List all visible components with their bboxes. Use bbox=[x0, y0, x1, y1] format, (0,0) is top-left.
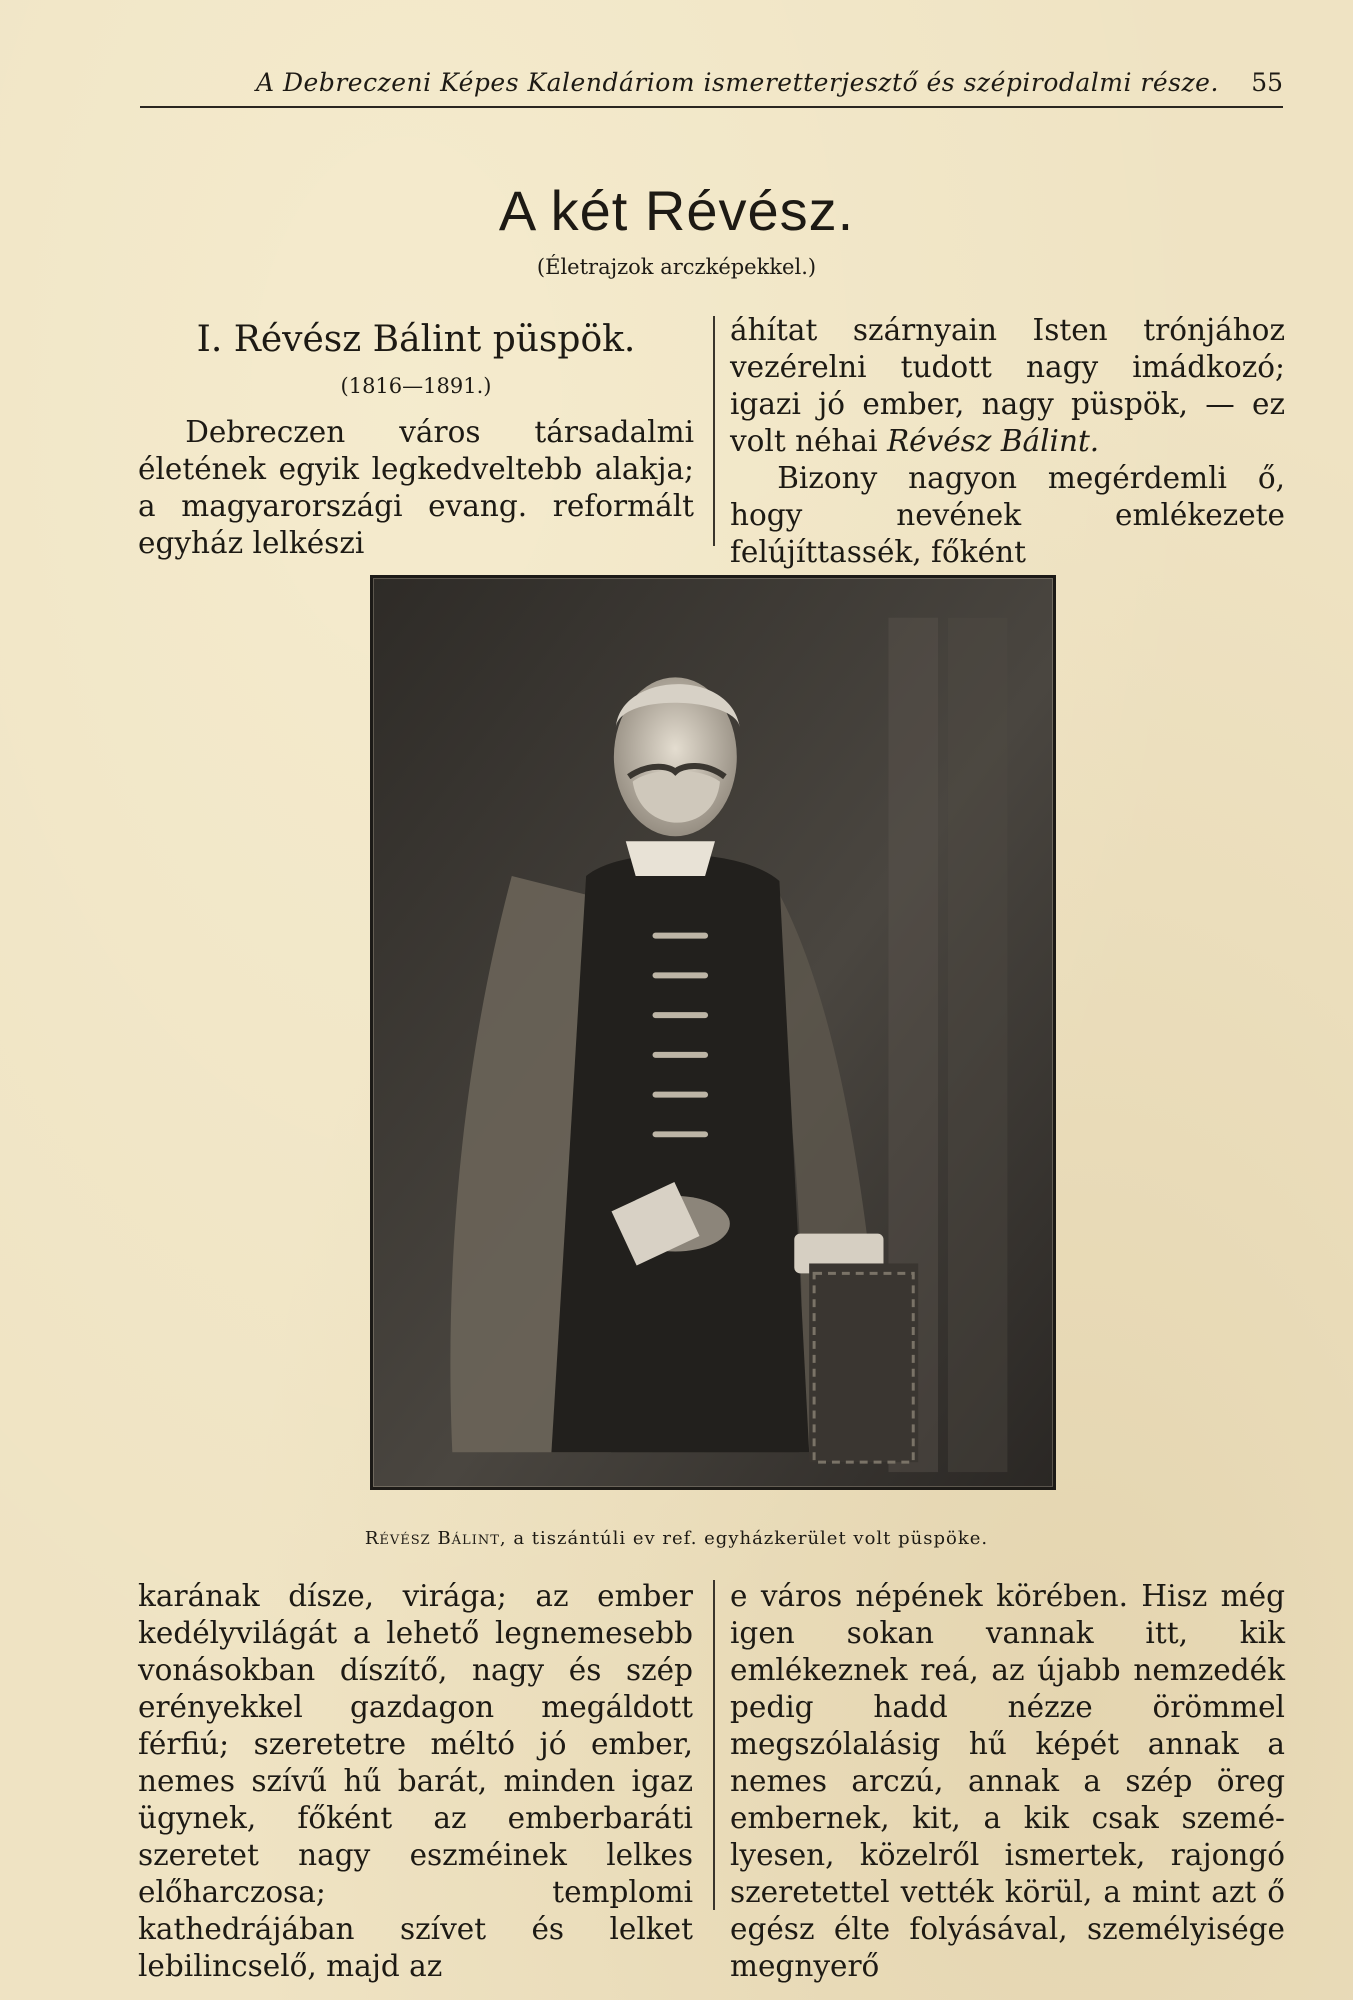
portrait-image bbox=[370, 575, 1056, 1490]
paragraph-bottom-right: e város népének körében. Hisz még igen sokan vannak itt, kik emlékeznek reá, az újabb nemzedék pedig hadd nézze örömmel megszólalásig hű képét annak a nemes arczú, annak a szép öreg embernek, kit, a kik csak személyesen, közelről ismertek, rajongó szeretettel vették körül, a mint azt ő egész élte folyásával, személyisége megnyerő bbox=[730, 1579, 1285, 1983]
article-subtitle: (Életrajzok arczképekkel.) bbox=[536, 255, 817, 279]
column-bottom-left bbox=[138, 1578, 693, 1985]
portrait-illustration bbox=[373, 578, 1053, 1487]
running-title: A Debreczeni Képes Kalendáriom ismeretterjesztő és szépirodalmi része. bbox=[256, 68, 1219, 97]
portrait-caption bbox=[0, 1528, 1353, 1549]
column-divider-top bbox=[713, 316, 715, 546]
column-divider-bottom bbox=[713, 1580, 715, 1910]
section-heading: I. Révész Bálint püspök. bbox=[196, 319, 636, 360]
column-top-right bbox=[730, 312, 1285, 571]
column-bottom-right bbox=[730, 1578, 1285, 1985]
caption-name: Révész Bálint, bbox=[364, 1528, 507, 1549]
caption-text: a tiszántúli ev ref. egyházkerület volt püspöke. bbox=[513, 1528, 989, 1549]
paragraph-top-right: Bizony nagyon megérdemli ő, hogy nevének emlékezete felújíttassék, főként bbox=[730, 461, 1285, 569]
paragraph-top-left: Debreczen város társadalmi életének egyik legkedveltebb alakja; a magyarországi evang. reformált egyház lelkészi bbox=[138, 415, 694, 560]
paragraph-bottom-left: karának dísze, virága; az ember kedélyvilágát a lehető legnemesebb vonásokban díszítő, nagy és szép erényekkel gazdagon megáldott férfiú; szeretetre méltó jó ember, nemes szívű hű barát, minden igaz ügynek, főként az emberbaráti szeretet nagy eszméinek lelkes előharczosa; templomi kathedrájában szívet és lelket lebilincselő, majd az bbox=[138, 1579, 693, 1983]
paragraph-top-right-intro: áhítat szárnyain Isten trónjához vezérelni tudott nagy imádkozó; igazi jó ember, nagy püspök, — ez volt néhai Révész Bálint. bbox=[730, 313, 1285, 458]
column-top-left bbox=[138, 318, 694, 562]
page-header bbox=[140, 62, 1283, 108]
name-italic: Révész Bálint. bbox=[886, 424, 1100, 458]
page-number: 55 bbox=[1251, 68, 1283, 97]
life-dates: (1816—1891.) bbox=[340, 374, 492, 398]
article-title: A két Révész. bbox=[498, 179, 855, 242]
